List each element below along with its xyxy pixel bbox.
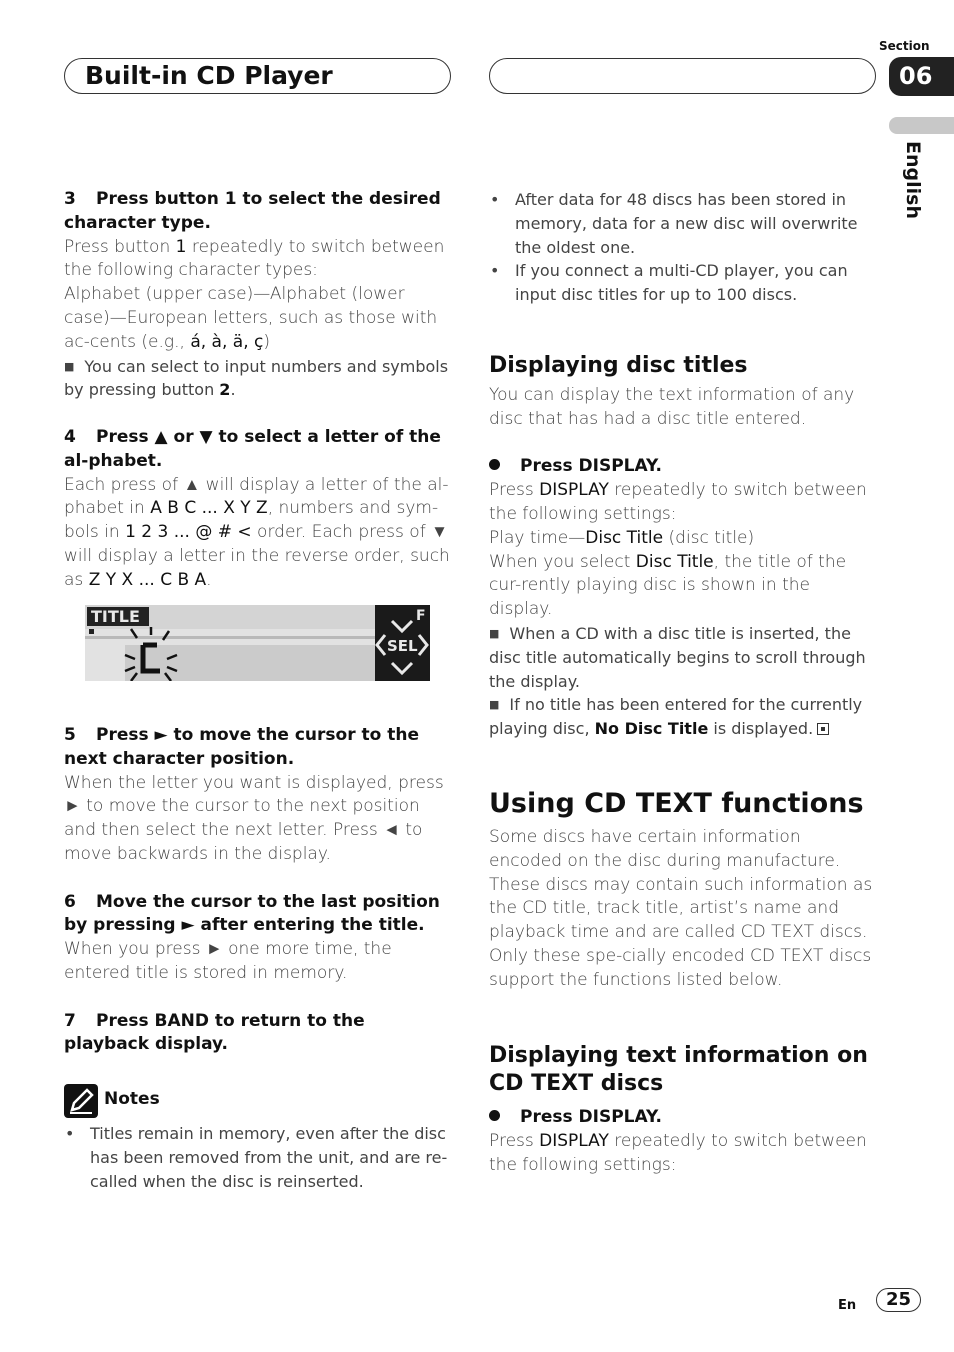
- play-time-setting: Play time—Disc Title (disc title): [489, 527, 755, 548]
- left-column-lower: [64, 724, 452, 1057]
- notes-heading: Notes: [104, 1089, 160, 1109]
- step-6-body: When you press ► one more time, the entered title is stored in memory.: [64, 939, 392, 983]
- press-display-step: Press DISPLAY.: [489, 455, 877, 479]
- footer-lang-code: En: [838, 1298, 857, 1313]
- step-5-body: When the letter you want is displayed, press ► to move the cursor to the next position and then select the next letter. Press ◄ to move backwards in the display.: [64, 772, 444, 864]
- disc-title-selection: When you select Disc Title, the title of the cur-rently playing disc is shown in the display.: [489, 551, 847, 620]
- display-f-text: F: [416, 608, 426, 624]
- cd-text-section: [489, 787, 877, 993]
- step-4-title: 4 Press ▲ or ▼ to select a letter of the al-phabet.: [64, 426, 441, 471]
- press-display-step-2: Press DISPLAY.: [489, 1106, 877, 1130]
- language-tab: [889, 117, 954, 134]
- display-graphic: [85, 605, 430, 681]
- chapter-title: Built-in CD Player: [85, 61, 333, 90]
- step-6-title: 6 Move the cursor to the last position by pressing ► after entering the title.: [64, 891, 440, 936]
- disc-titles-section: [489, 352, 877, 741]
- press-display-body-2: Press DISPLAY repeatedly to switch between the following settings:: [489, 1130, 867, 1175]
- right-note-item: • After data for 48 discs has been stored in memory, data for a new disc will overwrite the oldest one.: [489, 188, 877, 259]
- notes-pencil-icon: [64, 1084, 98, 1118]
- chapter-header-box: [64, 58, 451, 94]
- title-entry-display-illustration: [85, 605, 430, 681]
- disc-title-note-none: ■ If no title has been entered for the currently playing disc, No Disc Title is displayed.: [489, 695, 863, 739]
- step-3-body: Press button 1 repeatedly to switch between the following character types:: [64, 236, 445, 281]
- step-3-note: ■ You can select to input numbers and symbols by pressing button 2.: [64, 356, 449, 400]
- right-note-item: • If you connect a multi-CD player, you can input disc titles for up to 100 discs.: [489, 259, 877, 307]
- step-7-title: 7 Press BAND to return to the playback display.: [64, 1010, 365, 1055]
- step-3-title: 3 Press button 1 to select the desired character type.: [64, 189, 441, 233]
- right-notes-list: [489, 188, 877, 307]
- text-info-heading: Displaying text information on CD TEXT discs: [489, 1043, 868, 1096]
- disc-title-note-scroll: ■ When a CD with a disc title is inserted, the disc title automatically begins to scroll through the display.: [489, 623, 866, 691]
- section-number: 06: [889, 57, 954, 96]
- page-number: 25: [876, 1288, 921, 1312]
- left-note-item: • Titles remain in memory, even after the disc has been removed from the unit, and are re-called when the disc is reinserted.: [64, 1122, 452, 1193]
- text-info-section: [489, 1042, 877, 1177]
- left-column: [64, 188, 452, 593]
- section-label: Section: [879, 39, 930, 53]
- press-display-body: Press DISPLAY repeatedly to switch between the following settings:: [489, 480, 867, 524]
- cd-text-body: Some discs have certain information encoded on the disc during manufacture. These discs may contain such information as the CD title, track title, artist’s name and playback time and are called CD TEXT discs. Only these spe-cially encoded CD TEXT discs support the functions listed below.: [489, 827, 873, 990]
- display-title-text: TITLE: [91, 607, 140, 626]
- cd-text-heading: Using CD TEXT functions: [489, 788, 864, 819]
- disc-titles-heading: Displaying disc titles: [489, 353, 748, 378]
- step-5-title: 5 Press ► to move the cursor to the next character position.: [64, 725, 419, 769]
- language-label: English: [902, 141, 924, 219]
- right-column: [489, 188, 877, 307]
- step-3-types: Alphabet (upper case)—Alphabet (lower case)—European letters, such as those with ac-cents (e.g., á, à, ä, ç): [64, 284, 438, 352]
- left-notes-list: [64, 1122, 452, 1193]
- display-sel-text: SEL: [387, 637, 418, 655]
- step-4-body: Each press of ▲ will display a letter of the al-phabet in A B C ... X Y Z, numbers and sym-bols in 1 2 3 ... @ # < order. Each press of ▼ will display a letter in the reverse order, such as Z Y X ... C B A.: [64, 474, 450, 590]
- blank-header-box: [489, 58, 876, 94]
- disc-titles-intro: You can display the text information of any disc that has had a disc title entered.: [489, 385, 855, 429]
- end-of-section-icon: [817, 723, 829, 735]
